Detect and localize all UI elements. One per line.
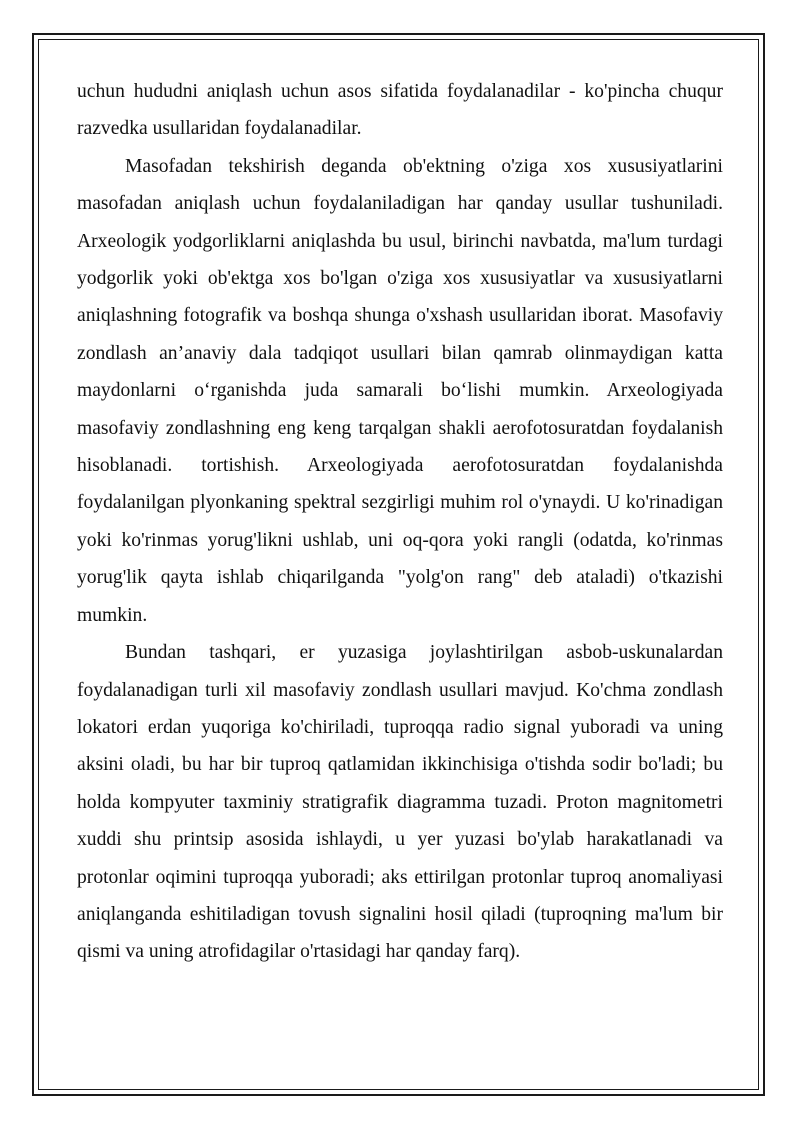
- document-body: [77, 73, 723, 971]
- paragraph-2: Masofadan tekshirish deganda ob'ektning o'ziga xos xususiyatlarini masofadan aniqlash uchun foydalaniladigan har qanday usullar tushuniladi. Arxeologik yodgorliklarni aniqlashda bu usul, birinchi navbatda, ma'lum turdagi yodgorlik yoki ob'ektga xos bo'lgan o'ziga xos xususiyatlar va xususiyatlarni aniqlashning fotografik va boshqa shunga o'xshash usullaridan iborat. Masofaviy zondlash an’anaviy dala tadqiqot usullari bilan qamrab olinmaydigan katta maydonlarni o‘rganishda juda samarali bo‘lishi mumkin. Arxeologiyada masofaviy zondlashning eng keng tarqalgan shakli aerofotosuratdan foydalanish hisoblanadi. tortishish. Arxeologiyada aerofotosuratdan foydalanishda foydalanilgan plyonkaning spektral sezgirligi muhim rol o'ynaydi. U ko'rinadigan yoki ko'rinmas yorug'likni ushlab, uni oq-qora yoki rangli (odatda, ko'rinmas yorug'lik qayta ishlab chiqarilganda "yolg'on rang" deb ataladi) o'tkazishi mumkin.: [77, 155, 723, 626]
- paragraph-1: uchun hududni aniqlash uchun asos sifatida foydalanadilar - ko'pincha chuqur razvedka usullaridan foydalanadilar.: [77, 81, 723, 140]
- paragraph-3: Bundan tashqari, er yuzasiga joylashtirilgan asbob-uskunalardan foydalanadigan turli xil masofaviy zondlash usullari mavjud. Ko'chma zondlash lokatori erdan yuqoriga ko'chiriladi, tuproqqa radio signal yuboradi va uning aksini oladi, bu har bir tuproq qatlamidan ikkinchisiga o'tishda sodir bo'ladi; bu holda kompyuter taxminiy stratigrafik diagramma tuzadi. Proton magnitometri xuddi shu printsip asosida ishlaydi, u yer yuzasi bo'ylab harakatlanadi va protonlar oqimini tuproqqa yuboradi; aks ettirilgan protonlar tuproq anomaliyasi aniqlanganda eshitiladigan tovush signalini hosil qiladi (tuproqning ma'lum bir qismi va uning atrofidagilar o'rtasidagi har qanday farq).: [77, 642, 723, 963]
